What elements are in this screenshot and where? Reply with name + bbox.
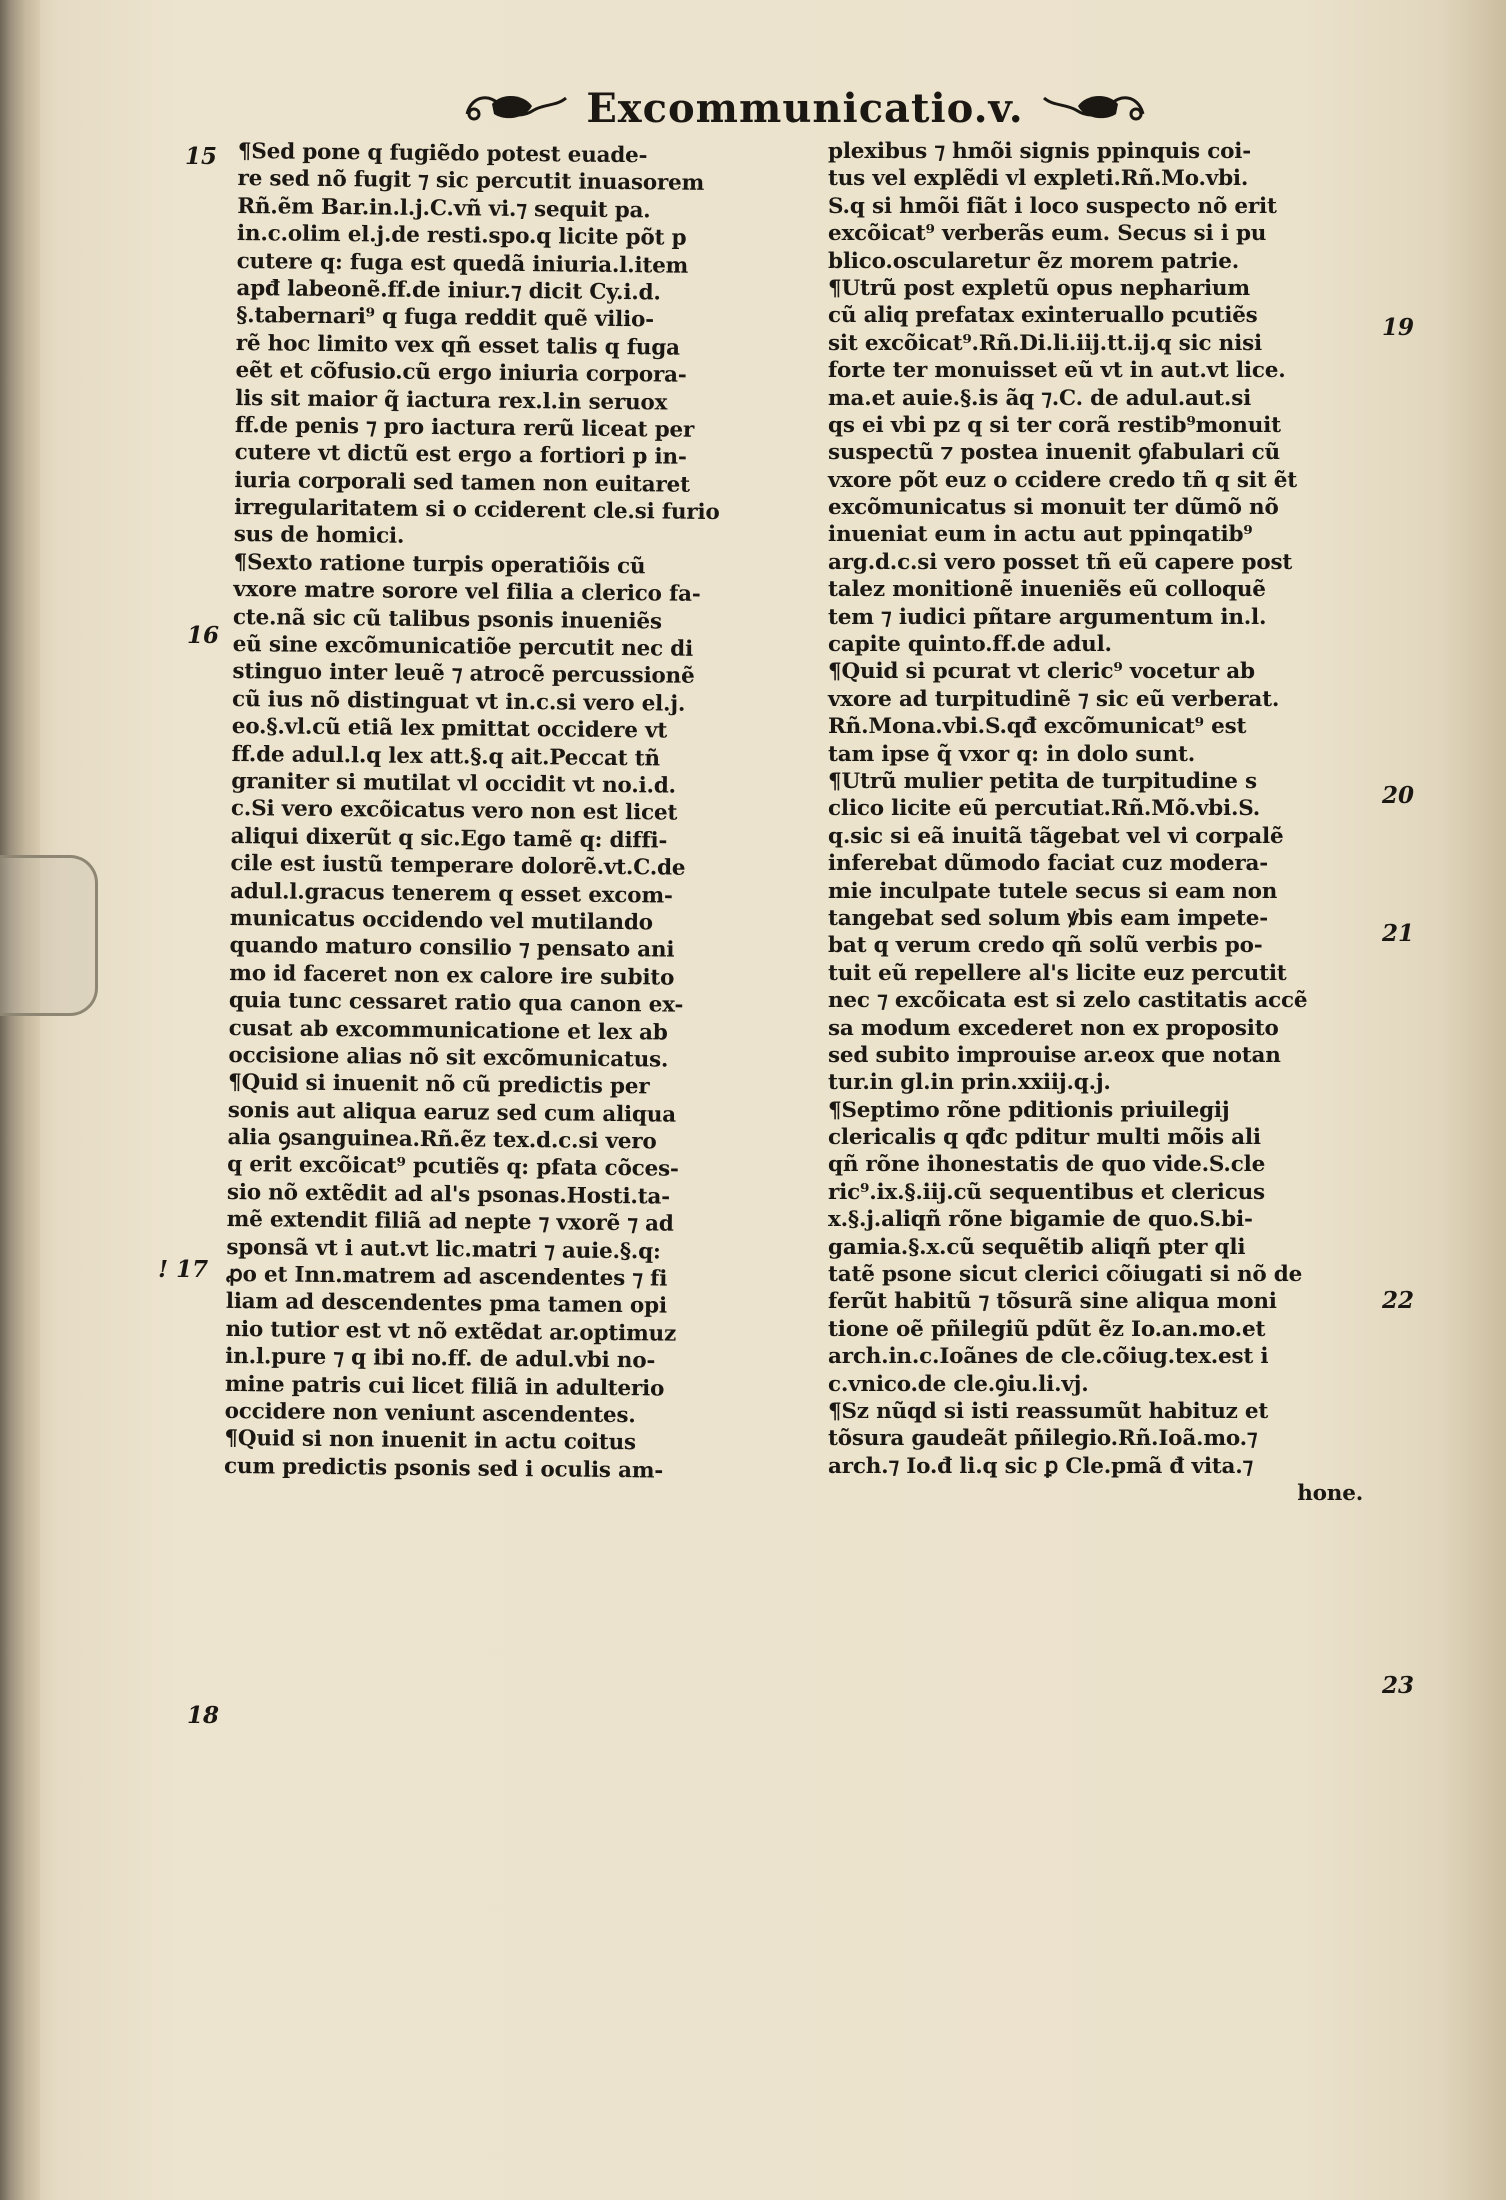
left-text-column <box>224 138 808 1486</box>
text-line: tione oẽ pñilegiũ pdũt ẽz Io.an.mo.et <box>828 1316 1266 1342</box>
text-line: sponsã vt i aut.vt lic.matri ⁊ auie.§.q: <box>226 1234 661 1265</box>
section-number: 18 <box>187 1702 220 1729</box>
text-line: bat q verum credo qñ solũ verbis po- <box>828 933 1263 959</box>
text-line: graniter si mutilat vl occidit vt no.i.d. <box>231 768 677 799</box>
text-line: stinguo inter leuẽ ⁊ atrocẽ percussionẽ <box>232 659 695 690</box>
text-line: occisione alias nõ sit excõmunicatus. <box>228 1042 669 1073</box>
section-number: 20 <box>1382 782 1415 809</box>
section-number: 16 <box>187 622 220 649</box>
right-ornament-icon <box>1038 84 1148 132</box>
text-line: ff.de penis ⁊ pro iactura rerũ liceat per <box>234 412 695 443</box>
text-line: ¶Quid si inuenit nõ cũ predictis per <box>227 1070 650 1100</box>
section-number: ! 17 <box>158 1256 209 1283</box>
text-line: ¶Sexto ratione turpis operatiõis cũ <box>233 549 646 580</box>
text-line: tuit eũ repellere al's licite euz percutit <box>828 960 1287 986</box>
text-line: c.Si vero excõicatus vero non est licet <box>230 796 678 827</box>
text-line: cutere vt dictũ est ergo a fortiori p in- <box>234 440 687 471</box>
text-line: quando maturo consilio ⁊ pensato ani <box>229 933 675 963</box>
text-line: clico licite eũ percutiat.Rñ.Mõ.vbi.S. <box>828 796 1261 822</box>
text-line: sio nõ extẽdit ad al's psonas.Hosti.ta- <box>226 1179 671 1210</box>
text-line: forte ter monuisset eũ vt in aut.vt lice. <box>828 358 1286 384</box>
text-line: qñ rõne ihonestatis de quo vide.S.cle <box>828 1152 1266 1178</box>
text-line: qs ei vbi pz q si ter corã restib⁹monuit <box>828 412 1281 438</box>
section-number: 22 <box>1382 1287 1415 1314</box>
text-line: cũ aliq prefatax exinteruallo pcutiẽs <box>828 303 1258 329</box>
text-line: inueniat eum in actu aut ppinqatib⁹ <box>828 522 1253 548</box>
text-line: plexibus ⁊ hmõi signis ppinquis coi- <box>828 139 1251 164</box>
text-line: excõicat⁹ verberãs eum. Secus si i pu <box>828 221 1267 247</box>
text-line: tangebat sed solum ꝟbis eam impete- <box>828 905 1268 931</box>
text-line: ferũt habitũ ⁊ tõsurã sine aliqua moni <box>828 1289 1277 1315</box>
text-line: sed subito improuise ar.eox que notan <box>828 1042 1281 1068</box>
text-line: iuria corporali sed tamen non euitaret <box>234 467 690 498</box>
book-binding-edge <box>0 0 40 2200</box>
page-clip-holder <box>0 855 98 1016</box>
text-line: ¶Utrũ post expletũ opus nepharium <box>828 275 1250 301</box>
text-line: mẽ extendit filiã ad nepte ⁊ vxorẽ ⁊ ad <box>226 1207 674 1237</box>
text-line: municatus occidendo vel mutilando <box>229 905 653 936</box>
text-line: vxore matre sorore vel filia a clerico fa- <box>233 577 701 608</box>
text-line: mie inculpate tutele secus si eam non <box>828 878 1278 904</box>
text-line: tus vel explẽdi vl expleti.Rñ.Mo.vbi. <box>828 166 1249 192</box>
text-line: adul.l.gracus tenerem q esset excom- <box>229 878 673 909</box>
text-line: cile est iustũ temperare dolorẽ.vt.C.de <box>230 851 686 881</box>
text-line: sus de homici. <box>233 522 405 550</box>
text-line: sit excõicat⁹.Rñ.Di.li.iij.tt.ij.q sic nisi <box>828 330 1262 356</box>
text-line: cum predictis psonis sed i oculis am- <box>223 1453 664 1484</box>
text-line: c.vnico.de cle.ꝯiu.li.vj. <box>828 1371 1089 1397</box>
text-line: vxore põt euz o ccidere credo tñ q sit ẽt <box>828 467 1297 493</box>
text-line: x.§.j.aliqñ rõne bigamie de quo.S.bi- <box>828 1207 1253 1233</box>
text-line: S.q si hmõi fiãt i loco suspecto nõ erit <box>828 193 1277 219</box>
text-line: §.tabernari⁹ q fuga reddit quẽ vilio- <box>236 303 655 333</box>
text-line: excõmunicatus si monuit ter dũmõ nõ <box>828 495 1279 521</box>
text-line: eẽt et cõfusio.cũ ergo iniuria corpora- <box>235 358 687 388</box>
text-line: Rñ.ẽm Bar.in.l.j.C.vñ vi.⁊ sequit pa. <box>237 193 651 224</box>
text-line: arch.in.c.Ioãnes de cle.cõiug.tex.est i <box>828 1344 1269 1370</box>
text-line: liam ad descendentes pma tamen opi <box>225 1289 667 1319</box>
section-number: 19 <box>1382 314 1415 341</box>
text-line: q erit excõicat⁹ pcutiẽs q: pfata cõces- <box>227 1152 679 1183</box>
text-line: gamia.§.x.cũ sequẽtib aliqñ pter qli <box>828 1234 1246 1260</box>
text-line: capite quinto.ff.de adul. <box>828 632 1112 658</box>
text-line: cũ ius nõ distinguat vt in.c.si vero el.j. <box>231 686 686 717</box>
text-line: nec ⁊ excõicata est si zelo castitatis accẽ <box>828 988 1308 1014</box>
text-line: nio tutior est vt nõ extẽdat ar.optimuz <box>225 1316 677 1347</box>
text-line: ¶Quid si non inuenit in actu coitus <box>224 1426 637 1456</box>
text-line: mine patris cui licet filiã in adulterio <box>224 1371 665 1402</box>
text-line: in.l.pure ⁊ q ibi no.ff. de adul.vbi no- <box>225 1344 656 1374</box>
right-text-column <box>828 138 1393 1508</box>
text-line: eo.§.vl.cũ etiã lex pmittat occidere vt <box>231 714 668 744</box>
text-line: aliqui dixerũt q sic.Ego tamẽ q: diffi- <box>230 823 668 854</box>
text-line: vxore ad turpitudinẽ ⁊ sic eũ verberat. <box>828 686 1280 712</box>
text-line: mo id faceret non ex calore ire subito <box>229 960 675 991</box>
left-ornament-icon <box>462 84 572 132</box>
text-line: in.c.olim el.j.de resti.spo.q licite põt p <box>236 221 687 251</box>
text-line: ¶Sed pone q fugiẽdo potest euade- <box>237 138 648 169</box>
page-title: Excommunicatio.v. <box>586 84 1024 132</box>
text-line: re sed nõ fugit ⁊ sic percutit inuasorem <box>237 166 705 197</box>
text-line: suspectũ ⁊ postea inuenit ꝯfabulari cũ <box>828 440 1280 466</box>
text-line: inferebat dũmodo faciat cuz modera- <box>828 851 1268 877</box>
text-line: tam ipse q̃ vxor q: in dolo sunt. <box>828 741 1196 767</box>
text-line: alia ꝯsanguinea.Rñ.ẽz tex.d.c.si vero <box>227 1125 657 1155</box>
section-number: 21 <box>1382 920 1415 947</box>
text-line: hone. <box>1297 1481 1363 1507</box>
text-line: quia tunc cessaret ratio qua canon ex- <box>228 988 684 1018</box>
section-number: 23 <box>1382 1672 1415 1699</box>
text-line: eũ sine excõmunicatiõe percutit nec di <box>232 632 694 662</box>
text-line: occidere non veniunt ascendentes. <box>224 1398 636 1429</box>
text-line: apđ labeonẽ.ff.de iniur.⁊ dicit Cy.i.d. <box>236 275 661 306</box>
running-header <box>455 78 1155 138</box>
text-line: ¶Sz nũqd si isti reassumũt habituz et <box>828 1398 1269 1424</box>
text-line: cutere q: fuga est quedã iniuria.l.item <box>236 248 689 279</box>
text-line: ff.de adul.l.q lex att.§.q ait.Peccat tñ <box>231 741 661 772</box>
text-line: q.sic si eã inuitã tãgebat vel vi corpalẽ <box>828 823 1284 849</box>
text-line: ¶Septimo rõne pditionis priuilegij <box>828 1097 1230 1123</box>
text-line: talez monitionẽ inueniẽs eũ colloquẽ <box>828 577 1266 603</box>
text-line: blico.oscularetur ẽz morem patrie. <box>828 248 1240 274</box>
text-line: rẽ hoc limito vex qñ esset talis q fuga <box>235 330 680 361</box>
text-line: cte.nã sic cũ talibus psonis inueniẽs <box>232 604 662 635</box>
text-line: arch.⁊ Io.đ li.q sic ꝑ Cle.pmã đ vita.⁊ <box>828 1453 1254 1479</box>
section-number: 15 <box>185 143 218 170</box>
text-line: tatẽ psone sicut clerici cõiugati si nõ de <box>828 1262 1303 1288</box>
text-line: lis sit maior q̃ iactura rex.l.in seruox <box>235 385 668 416</box>
text-line: irregularitatem si o cciderent cle.si furio <box>233 495 720 526</box>
text-line: ma.et auie.§.is ãq ⁊.C. de adul.aut.si <box>828 385 1252 411</box>
text-line: ꝓo et Inn.matrem ad ascendentes ⁊ fi <box>225 1261 668 1292</box>
text-line: sa modum excederet non ex proposito <box>828 1015 1279 1041</box>
text-line: arg.d.c.si vero posset tñ eũ capere post <box>828 549 1293 575</box>
text-line: ric⁹.ix.§.iij.cũ sequentibus et clericus <box>828 1179 1265 1205</box>
text-line: ¶Quid si pcurat vt cleric⁹ vocetur ab <box>828 659 1255 685</box>
text-line: tem ⁊ iudici pñtare argumentum in.l. <box>828 604 1267 630</box>
text-line: tõsura gaudeãt pñilegio.Rñ.Ioã.mo.⁊ <box>828 1426 1258 1452</box>
text-line: ¶Utrũ mulier petita de turpitudine s <box>828 768 1257 794</box>
text-line: cusat ab excommunicatione et lex ab <box>228 1015 668 1046</box>
text-line: tur.in gl.in prin.xxiij.q.j. <box>828 1070 1111 1096</box>
text-line: clericalis q qđc pditur multi mõis ali <box>828 1125 1261 1151</box>
text-line: sonis aut aliqua earuz sed cum aliqua <box>227 1097 677 1128</box>
text-line: Rñ.Mona.vbi.S.qđ excõmunicat⁹ est <box>828 714 1247 740</box>
